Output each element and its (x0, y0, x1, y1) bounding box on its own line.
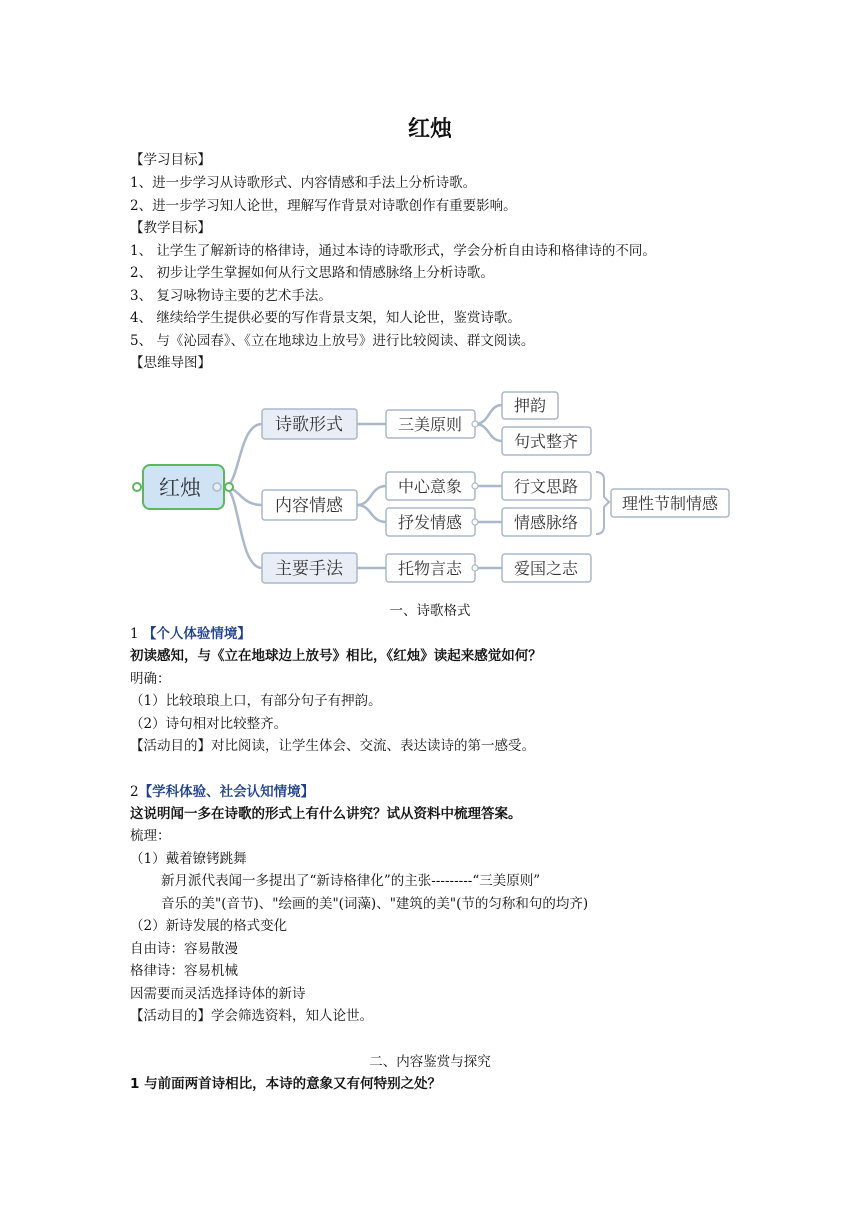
activity-purpose: 【活动目的】对比阅读，让学生体会、交流、表达读诗的第一感受。 (130, 738, 535, 754)
svg-text:托物言志: 托物言志 (397, 559, 463, 578)
mindmap-heading: 【思维导图】 (130, 355, 211, 371)
answer-point: （2）新诗发展的格式变化 (130, 918, 288, 934)
mindmap-branch-node[interactable] (262, 490, 357, 520)
svg-text:理性节制情感: 理性节制情感 (621, 494, 719, 513)
collapse-toggle-icon[interactable] (133, 483, 141, 491)
teaching-goal-item: 2、 初步让学生掌握如何从行文思路和情感脉络上分析诗歌。 (130, 265, 494, 281)
svg-text:行文思路: 行文思路 (513, 477, 579, 496)
teaching-goal-item: 4、 继续给学生提供必要的写作背景支架，知人论世，鉴赏诗歌。 (130, 310, 521, 326)
activity-purpose: 【活动目的】学会筛选资料，知人论世。 (130, 1008, 373, 1024)
collapse-toggle-icon[interactable] (472, 483, 478, 489)
svg-text:抒发情感: 抒发情感 (397, 513, 463, 532)
question-text: 这说明闻一多在诗歌的形式上有什么讲究？试从资料中梳理答案。 (130, 806, 522, 822)
svg-text:三美原则: 三美原则 (397, 415, 463, 434)
section-heading: 一、诗歌格式 (389, 603, 471, 619)
answer-label: 明确： (130, 671, 171, 687)
learning-goals-heading: 【学习目标】 (130, 152, 211, 168)
mindmap-root-node[interactable] (143, 465, 224, 509)
teaching-goals-heading: 【教学目标】 (130, 220, 211, 236)
collapse-toggle-icon[interactable] (472, 421, 478, 427)
question-header (130, 782, 314, 802)
learning-goal-item: 1、进一步学习从诗歌形式、内容情感和手法上分析诗歌。 (130, 175, 477, 191)
mindmap-brace (596, 472, 609, 534)
answer-detail: 因需要而灵活选择诗体的新诗 (130, 986, 306, 1002)
mindmap-node[interactable] (386, 554, 475, 582)
teaching-goal-item: 3、 复习咏物诗主要的艺术手法。 (130, 288, 332, 304)
svg-text:情感脉络: 情感脉络 (513, 513, 579, 532)
collapse-toggle-icon[interactable] (213, 483, 221, 491)
mindmap-root-label: 红烛 (159, 476, 201, 500)
mindmap-node[interactable] (386, 508, 475, 536)
mindmap-node[interactable] (502, 427, 591, 455)
answer-label: 梳理： (130, 828, 171, 844)
answer-detail: 格律诗：容易机械 (130, 963, 238, 979)
situation-tag: 【个人体验情境】 (142, 626, 251, 642)
question-text: 1 与前面两首诗相比，本诗的意象又有何特别之处？ (130, 1076, 442, 1092)
svg-text:主要手法: 主要手法 (275, 559, 343, 579)
mindmap-branch-node[interactable] (262, 553, 357, 583)
answer-detail: 音乐的美"(音节)、"绘画的美"(词藻)、"建筑的美"(节的匀称和句的均齐) (161, 896, 589, 912)
answer-detail: 新月派代表闻一多提出了“新诗格律化”的主张---------“三美原则” (161, 873, 541, 889)
question-header (130, 624, 251, 644)
situation-tag: 【学科体验、社会认知情境】 (138, 784, 315, 800)
svg-text:句式整齐: 句式整齐 (513, 432, 579, 451)
collapse-toggle-icon[interactable] (472, 519, 478, 525)
mindmap-node[interactable] (386, 472, 475, 500)
learning-goal-item: 2、进一步学习知人论世，理解写作背景对诗歌创作有重要影响。 (130, 198, 517, 214)
svg-text:爱国之志: 爱国之志 (513, 559, 579, 578)
teaching-goal-item: 5、 与《沁园春》、《立在地球边上放号》进行比较阅读、群文阅读。 (130, 333, 535, 349)
svg-text:诗歌形式: 诗歌形式 (275, 415, 343, 435)
mindmap-node[interactable] (502, 554, 591, 582)
mindmap-node[interactable] (386, 410, 475, 438)
question-number: 1 (130, 626, 143, 642)
page-title: 红烛 (407, 117, 452, 142)
section-heading: 二、内容鉴赏与探究 (369, 1054, 491, 1070)
svg-text:中心意象: 中心意象 (397, 477, 463, 496)
collapse-toggle-icon[interactable] (472, 565, 478, 571)
teaching-goal-item: 1、 让学生了解新诗的格律诗，通过本诗的诗歌形式，学会分析自由诗和格律诗的不同。 (130, 243, 656, 259)
answer-detail: 自由诗：容易散漫 (130, 941, 238, 957)
question-number: 2 (130, 784, 139, 800)
mindmap-branch-node[interactable] (262, 409, 357, 439)
question-text: 初读感知，与《立在地球边上放号》相比，《红烛》读起来感觉如何？ (130, 648, 542, 664)
svg-text:内容情感: 内容情感 (275, 496, 343, 516)
mind-map (0, 0, 860, 600)
mindmap-node[interactable] (502, 508, 591, 536)
answer-point: （2）诗句相对比较整齐。 (130, 716, 288, 732)
mindmap-summary-node[interactable] (611, 489, 729, 517)
collapse-toggle-icon[interactable] (225, 483, 233, 491)
svg-text:押韵: 押韵 (513, 396, 547, 415)
answer-point: （1）比较琅琅上口，有部分句子有押韵。 (130, 693, 382, 709)
mindmap-node[interactable] (502, 392, 558, 419)
mindmap-node[interactable] (502, 472, 591, 500)
answer-point: （1）戴着镣铐跳舞 (130, 851, 247, 867)
